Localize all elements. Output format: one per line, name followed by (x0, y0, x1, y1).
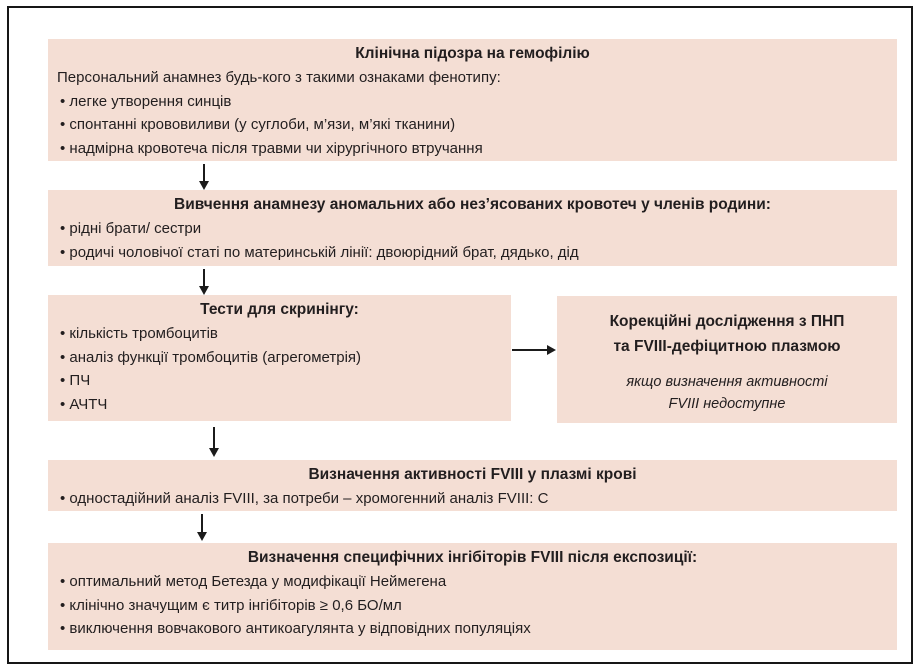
box-title: Тести для скринінгу: (200, 301, 359, 318)
bullet-item: • надмірна кровотеча після травми чи хірургічного втручання (57, 137, 888, 161)
bullet-item: • легке утворення синців (57, 90, 888, 114)
bullet-item: • кількість тромбоцитів (57, 322, 502, 346)
bullet-item: • родичі чоловічої статі по материнській лінії: двоюрідний брат, дядько, дід (57, 241, 888, 265)
bullet-item: • аналіз функції тромбоцитів (агрегометрія) (57, 346, 502, 370)
box-title-line-2: та FVIII-дефіцитною плазмою (613, 338, 841, 355)
down-arrow-3 (213, 427, 215, 449)
box-clinical-suspicion (48, 39, 897, 161)
down-arrow-4 (201, 514, 203, 533)
box-title: Визначення специфічних інгібіторів FVIII після експозиції: (247, 549, 698, 566)
bullet-item: • ПЧ (57, 369, 502, 393)
bullet-item: • оптимальний метод Бетезда у модифікації Неймегена (57, 570, 888, 594)
outer-border-frame (7, 6, 913, 664)
box-title: Визначення активності FVIII у плазмі крові (308, 466, 637, 483)
box-inhibitor-testing (48, 543, 897, 650)
bullet-item: • клінічно значущим є титр інгібіторів ≥ 0,6 БО/мл (57, 594, 888, 618)
spacer (566, 359, 888, 371)
box-title: Вивчення анамнезу аномальних або нез’ясованих кровотеч у членів родини: (174, 196, 771, 213)
note-line-2: FVIII недоступне (668, 396, 786, 412)
box-correction-studies (557, 296, 897, 423)
note-line-1: якщо визначення активності (626, 374, 828, 390)
box-fviii-activity (48, 460, 897, 511)
intro-line: Персональний анамнез будь-кого з такими ознаками фенотипу: (57, 69, 501, 86)
down-arrow-1 (203, 164, 205, 182)
bullet-item: • рідні брати/ сестри (57, 217, 888, 241)
box-title: Клінічна підозра на гемофілію (355, 45, 590, 62)
box-family-history (48, 190, 897, 266)
bullet-item: • спонтанні крововиливи (у суглоби, м’язи, м’які тканини) (57, 113, 888, 137)
bullet-item: • виключення вовчакового антикоагулянта у відповідних популяціях (57, 617, 888, 641)
box-title-line-1: Корекційні дослідження з ПНП (609, 313, 845, 330)
down-arrow-2 (203, 269, 205, 287)
bullet-item: • АЧТЧ (57, 393, 502, 417)
box-screening-tests (48, 295, 511, 421)
right-arrow (512, 349, 548, 351)
bullet-item: • одностадійний аналіз FVIII, за потреби – хромогенний аналіз FVIII: С (57, 487, 888, 511)
